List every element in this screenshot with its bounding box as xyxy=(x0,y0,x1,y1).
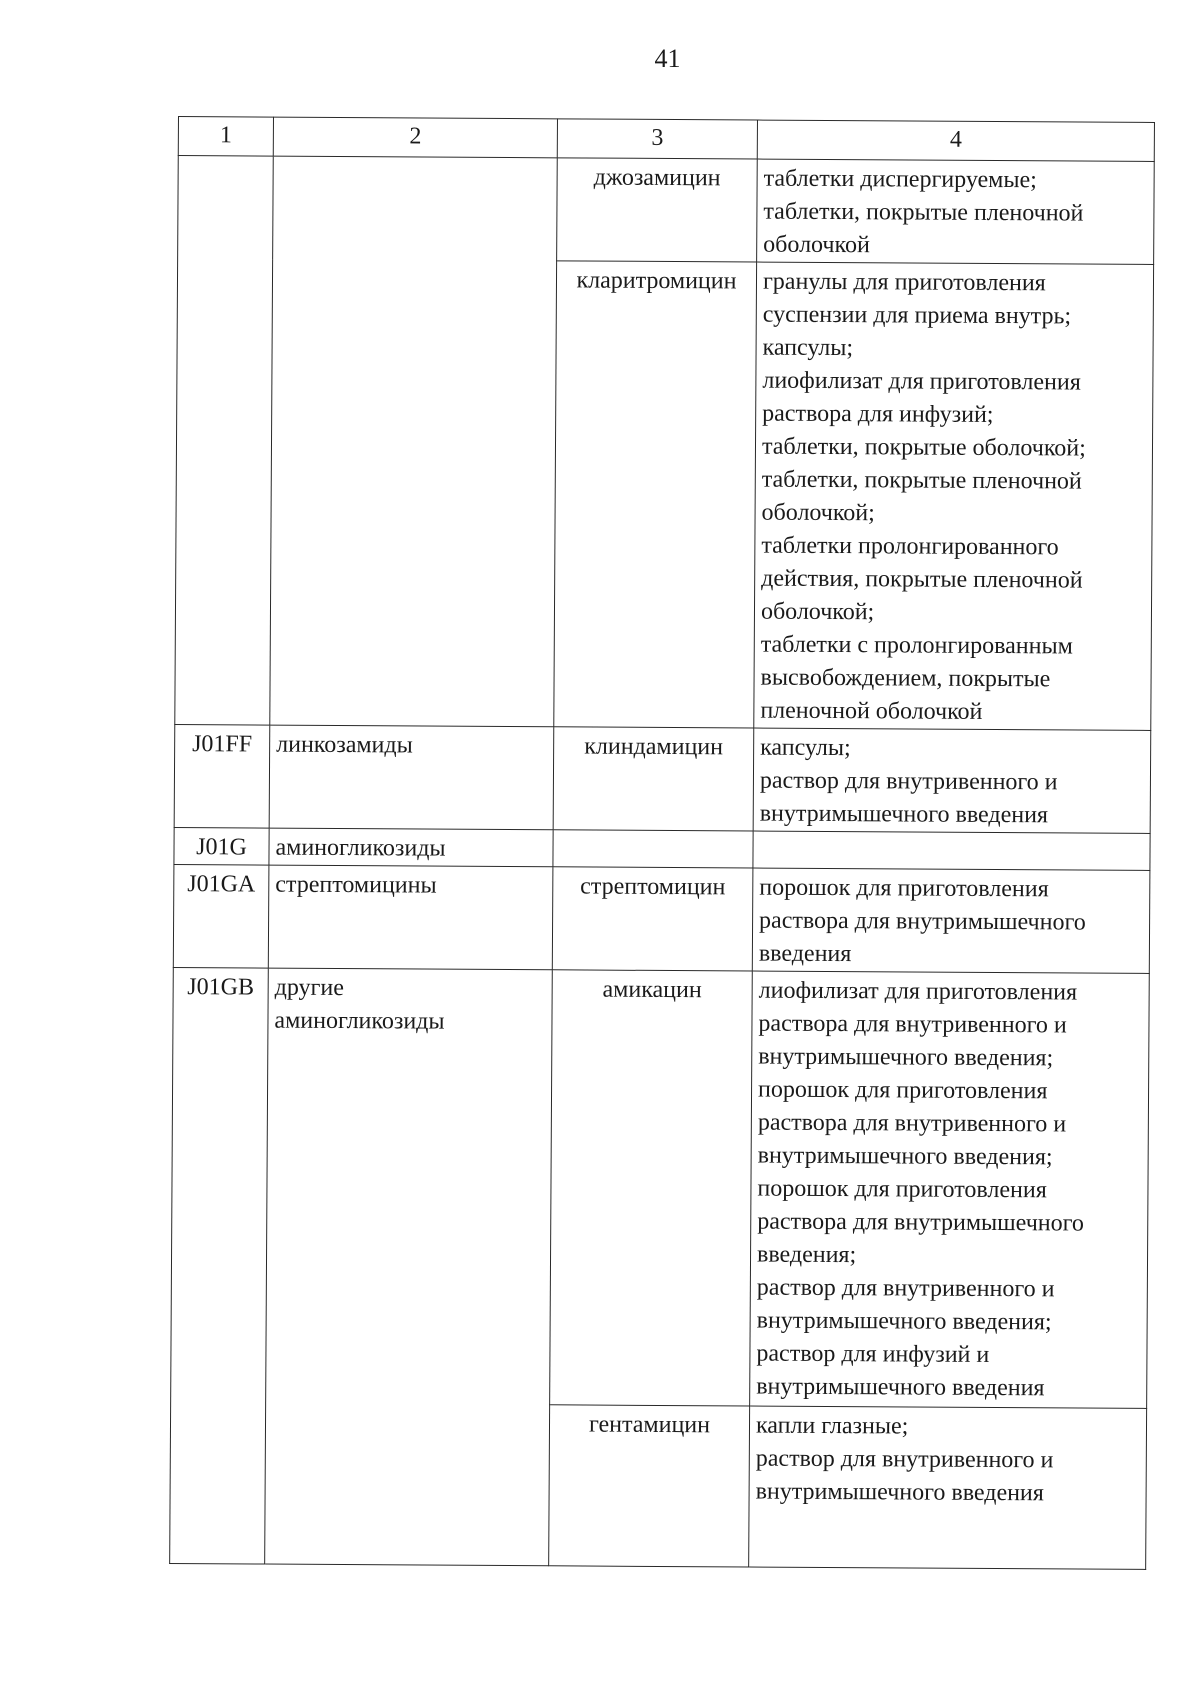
forms-cell xyxy=(752,868,1150,973)
forms-cell xyxy=(754,262,1154,730)
form-line: раствор для внутривенного и xyxy=(755,1445,1054,1474)
table-row xyxy=(173,864,1150,973)
column-header-2: 2 xyxy=(273,117,557,158)
table-row xyxy=(174,724,1151,833)
form-line: пленочной оболочкой xyxy=(760,697,983,725)
forms-cell xyxy=(749,1406,1147,1569)
code-cell: J01GA xyxy=(173,864,269,968)
code-cell xyxy=(175,156,273,726)
column-header-1: 1 xyxy=(178,117,273,157)
substance-cell: джозамицин xyxy=(557,158,758,262)
forms-cell xyxy=(757,159,1155,264)
form-line: внутримышечного введения; xyxy=(757,1142,1053,1171)
column-header-3: 3 xyxy=(557,119,757,159)
form-line: раствора для внутримышечного xyxy=(759,907,1086,936)
form-line: порошок для приготовления xyxy=(757,1175,1047,1204)
form-line: порошок для приготовления xyxy=(759,874,1049,903)
form-line: капли глазные; xyxy=(755,1412,909,1440)
form-line: гранулы для приготовления xyxy=(762,268,1046,297)
substance-cell xyxy=(553,830,753,868)
form-line: суспензии для приема внутрь; xyxy=(762,301,1072,330)
form-line: капсулы; xyxy=(762,334,854,362)
group-cell xyxy=(270,156,557,727)
substance-cell: кларитромицин xyxy=(554,261,757,728)
form-line: таблетки диспергируемые; xyxy=(763,165,1037,194)
form-line: капсулы; xyxy=(760,734,851,762)
form-line: действия, покрытые пленочной xyxy=(761,565,1083,594)
form-line: раствора для инфузий; xyxy=(762,400,994,428)
form-line: оболочкой; xyxy=(760,598,875,626)
group-cell: аминогликозиды xyxy=(269,828,553,867)
form-line: внутримышечного введения; xyxy=(758,1043,1054,1072)
table-row xyxy=(174,827,1150,870)
form-line: внутримышечного введения xyxy=(756,1373,1045,1402)
code-cell: J01GB xyxy=(170,967,269,1564)
group-cell: линкозамиды xyxy=(269,725,554,830)
page-number: 41 xyxy=(654,44,681,73)
forms-cell xyxy=(750,971,1150,1408)
substance-cell: стрептомицин xyxy=(552,867,753,971)
document-sheet xyxy=(169,116,1154,1570)
form-line: раствора для внутримышечного xyxy=(757,1208,1084,1237)
forms-cell xyxy=(753,831,1150,870)
substance-cell: амикацин xyxy=(550,970,753,1406)
form-line: таблетки, покрытые пленочной xyxy=(763,198,1084,227)
table-row xyxy=(171,967,1150,1408)
forms-cell xyxy=(753,728,1151,833)
form-line: введения xyxy=(758,940,852,968)
medication-table xyxy=(169,116,1155,1570)
form-line: раствор для инфузий и xyxy=(756,1340,990,1368)
form-line: внутримышечного введения xyxy=(755,1478,1044,1507)
code-cell: J01G xyxy=(174,827,269,865)
form-line: внутримышечного введения; xyxy=(756,1307,1052,1336)
group-cell: стрептомицины xyxy=(268,865,553,970)
group-cell: другие аминогликозиды xyxy=(265,968,553,1566)
code-cell: J01FF xyxy=(174,724,270,828)
form-line: таблетки, покрытые оболочкой; xyxy=(761,433,1086,462)
form-line: оболочкой; xyxy=(761,499,875,527)
substance-cell: гентамицин xyxy=(549,1405,750,1567)
form-line: порошок для приготовления xyxy=(757,1076,1048,1105)
form-line: лиофилизат для приготовления xyxy=(758,977,1078,1006)
form-line: таблетки пролонгированного xyxy=(761,532,1059,561)
form-line: таблетки с пролонгированным xyxy=(760,631,1073,660)
form-line: высвобождением, покрытые xyxy=(760,664,1051,693)
form-line: оболочкой xyxy=(763,231,870,259)
form-line: раствор для внутривенного и xyxy=(759,767,1058,796)
table-header-row xyxy=(178,117,1154,162)
substance-cell: клиндамицин xyxy=(553,727,754,831)
form-line: лиофилизат для приготовления xyxy=(762,367,1081,396)
column-header-4: 4 xyxy=(757,120,1154,161)
form-line: введения; xyxy=(756,1241,857,1269)
table-row xyxy=(178,156,1155,265)
form-line: раствора для внутривенного и xyxy=(758,1010,1067,1039)
form-line: раствор для внутривенного и xyxy=(756,1274,1055,1303)
form-line: таблетки, покрытые пленочной xyxy=(761,466,1082,495)
form-line: раствора для внутривенного и xyxy=(757,1109,1067,1138)
form-line: внутримышечного введения xyxy=(759,800,1049,829)
